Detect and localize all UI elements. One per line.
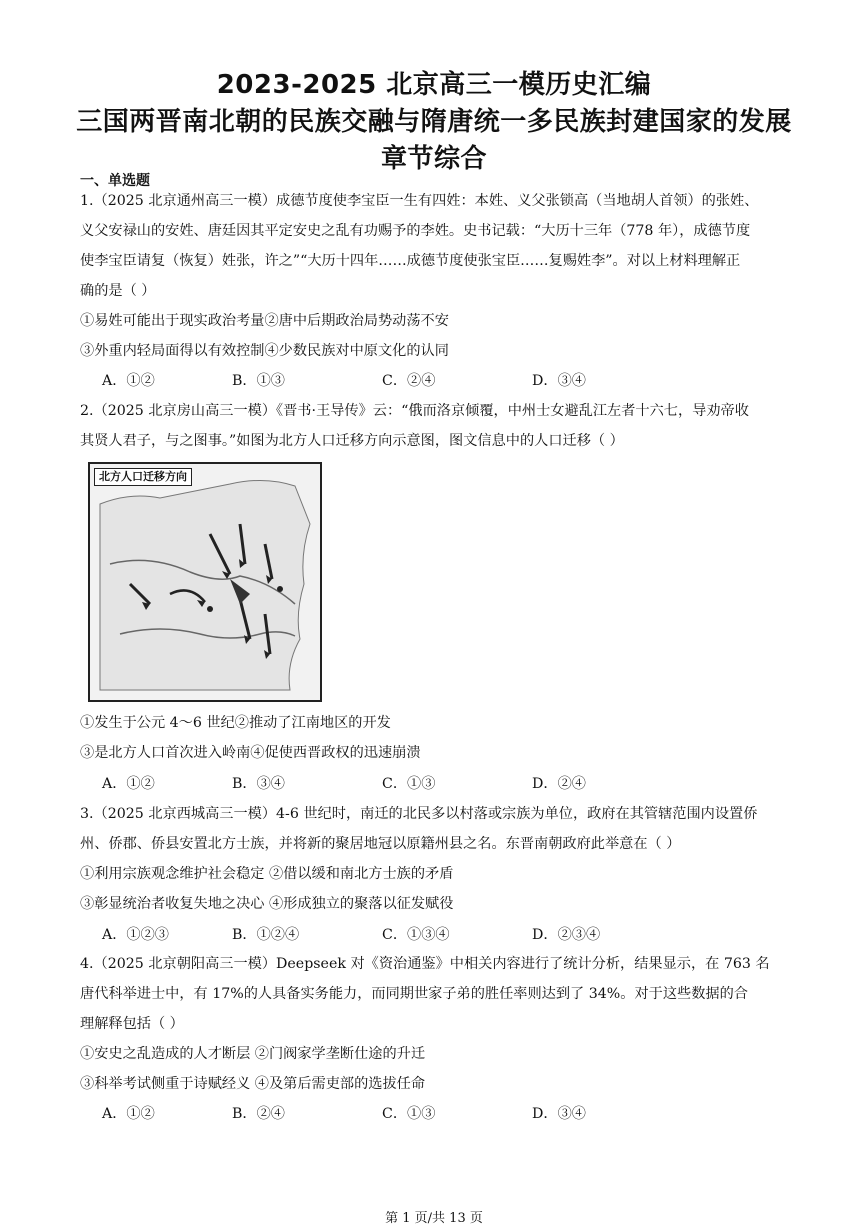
page-footer: 第 1 页/共 13 页	[385, 1211, 483, 1226]
option-b[interactable]: B．①②④	[232, 927, 300, 943]
q2-line: 2.（2025 北京房山高三一模）《晋书·王导传》云：“俄而洛京倾覆，中州士女避乱江左者十六七，导劝帝收	[80, 403, 749, 419]
q1-line: 使李宝臣请复（恢复）姓张，许之”“大历十四年……成德节度使张宝臣……复赐姓李”。对以上材料理解正	[80, 253, 741, 269]
q4-item-line: ①安史之乱造成的人才断层 ②门阀家学垄断仕途的升迁	[80, 1046, 426, 1062]
doc-title-line3: 章节综合	[380, 144, 487, 174]
option-c[interactable]: C．①③	[382, 1106, 436, 1122]
q1-item-line: ①易姓可能出于现实政治考量②唐中后期政治局势动荡不安	[80, 313, 449, 329]
q4-line: 4.（2025 北京朝阳高三一模）Deepseek 对《资治通鉴》中相关内容进行了统计分析，结果显示，在 763 名	[80, 956, 770, 972]
option-b[interactable]: B．③④	[232, 776, 285, 792]
option-d[interactable]: D．③④	[532, 1106, 586, 1122]
doc-title-line2: 三国两晋南北朝的民族交融与隋唐统一多民族封建国家的发展	[76, 107, 792, 137]
q4-line: 唐代科举进士中，有 17%的人具备实务能力，而同期世家子弟的胜任率则达到了 34%。对于这些数据的合	[80, 986, 748, 1002]
section-heading: 一、单选题	[80, 173, 150, 189]
q4-line: 理解释包括（ ）	[80, 1016, 184, 1032]
q3-item-line: ①利用宗族观念维护社会稳定 ②借以缓和南北方士族的矛盾	[80, 866, 454, 882]
q1-line: 义父安禄山的安姓、唐廷因其平定安史之乱有功赐予的李姓。史书记载：“大历十三年（778 年），成德节度	[80, 223, 751, 239]
option-a[interactable]: A．①②	[102, 776, 155, 792]
q2-item-line: ①发生于公元 4～6 世纪②推动了江南地区的开发	[80, 715, 391, 731]
map-illustration	[90, 464, 320, 700]
option-d[interactable]: D．③④	[532, 373, 586, 389]
q3-line: 3.（2025 北京西城高三一模）4-6 世纪时，南迁的北民多以村落或宗族为单位，政府在其管辖范围内设置侨	[80, 806, 758, 822]
q3-line: 州、侨郡、侨县安置北方士族，并将新的聚居地冠以原籍州县之名。东晋南朝政府此举意在（ ）	[80, 836, 681, 852]
q1-line: 1.（2025 北京通州高三一模）成德节度使李宝臣一生有四姓：本姓、义父张锁高（当地胡人首领）的张姓、	[80, 193, 759, 209]
option-a[interactable]: A．①②	[102, 373, 155, 389]
option-c[interactable]: C．①③④	[382, 927, 450, 943]
migration-map-figure	[88, 462, 322, 702]
doc-title-line1: 2023-2025 北京高三一模历史汇编	[216, 70, 652, 100]
option-a[interactable]: A．①②③	[102, 927, 169, 943]
option-a[interactable]: A．①②	[102, 1106, 155, 1122]
option-d[interactable]: D．②④	[532, 776, 586, 792]
option-b[interactable]: B．①③	[232, 373, 285, 389]
q2-line: 其贤人君子，与之图事。”如图为北方人口迁移方向示意图，图文信息中的人口迁移（ ）	[80, 433, 624, 449]
q3-item-line: ③彰显统治者收复失地之决心 ④形成独立的聚落以征发赋役	[80, 896, 454, 912]
option-c[interactable]: C．①③	[382, 776, 436, 792]
q1-item-line: ③外重内轻局面得以有效控制④少数民族对中原文化的认同	[80, 343, 449, 359]
option-c[interactable]: C．②④	[382, 373, 436, 389]
option-d[interactable]: D．②③④	[532, 927, 601, 943]
q1-line: 确的是（ ）	[80, 283, 156, 299]
option-b[interactable]: B．②④	[232, 1106, 285, 1122]
q2-item-line: ③是北方人口首次进入岭南④促使西晋政权的迅速崩溃	[80, 745, 421, 761]
map-title: 北方人口迁移方向	[94, 468, 192, 486]
q4-item-line: ③科举考试侧重于诗赋经义 ④及第后需吏部的选拔任命	[80, 1076, 426, 1092]
